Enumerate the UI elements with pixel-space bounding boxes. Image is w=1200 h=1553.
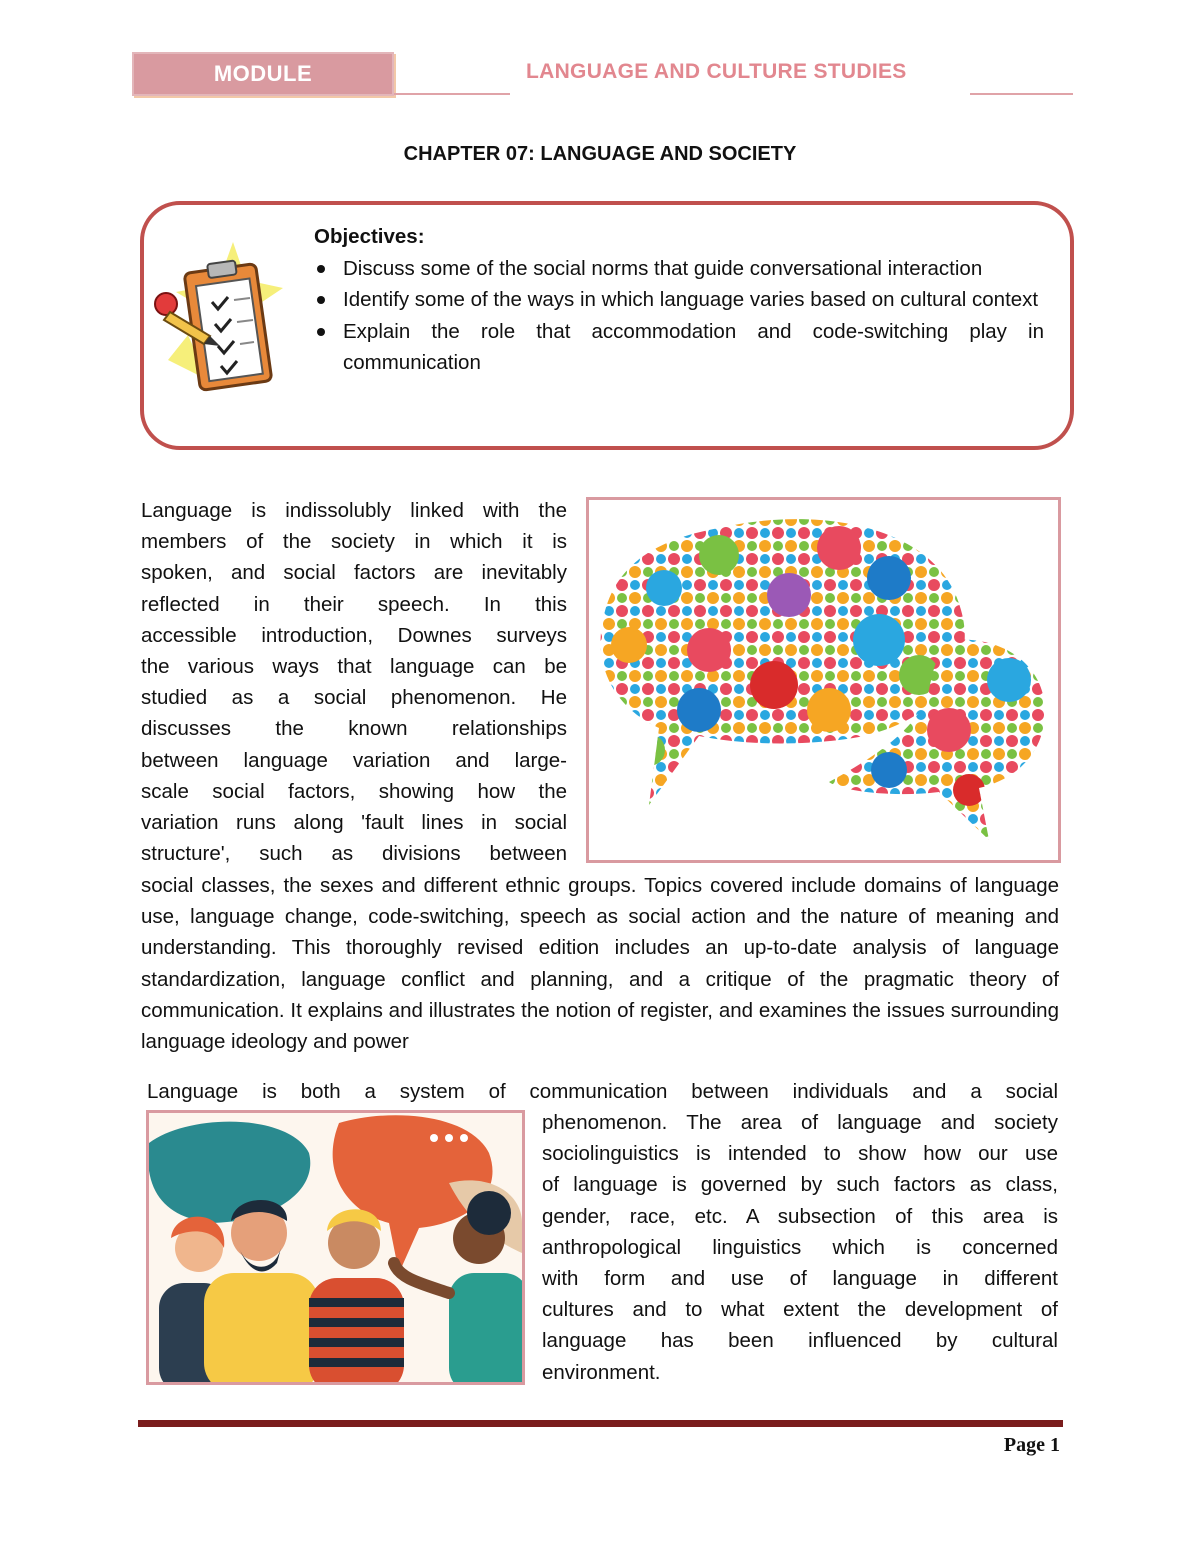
paragraph-1-line: reflected in their speech. In this — [141, 592, 567, 616]
paragraph-1-line: between language variation and large- — [141, 748, 567, 772]
paragraph-1-line: variation runs along 'fault lines in social — [141, 811, 567, 835]
objectives-title: Objectives: — [314, 225, 425, 248]
paragraph-1-line: accessible introduction, Downes surveys — [141, 623, 567, 647]
paragraph-1-line: discusses the known relationships — [141, 717, 567, 741]
paragraph-1-column — [141, 495, 567, 869]
header-divider-left — [394, 93, 510, 95]
paragraph-1-line: the various ways that language can be — [141, 655, 567, 679]
paragraph-2-line: language has been influenced by cultural — [542, 1329, 1058, 1353]
paragraph-1-line: structure', such as divisions between — [141, 842, 567, 866]
paragraph-2-line: cultures and to what extent the development of — [542, 1298, 1058, 1322]
paragraph-1-continuation: social classes, the sexes and different ethnic groups. Topics covered include domains of language use, language change, code-switching, speech as social action and the nature of meaning and understanding. This thoroughly revised edition includes an up-to-date analysis of language standardization, language conflict and planning, and a critique of the pragmatic theory of communication. It explains and illustrates the notion of register, and examines the issues surrounding language ideology and power — [141, 874, 1059, 1054]
footer-bar — [138, 1420, 1063, 1427]
paragraph-2-line: with form and use of language in different — [542, 1267, 1058, 1291]
paragraph-1-line: Language is indissolubly linked with the — [141, 499, 567, 522]
clipboard-checklist-icon — [148, 240, 288, 395]
paragraph-2-line: phenomenon. The area of language and society — [542, 1111, 1058, 1134]
module-label-box — [132, 52, 394, 96]
page-number: Page 1 — [1003, 1434, 1060, 1456]
module-label: MODULE — [213, 61, 313, 86]
paragraph-1-line: spoken, and social factors are inevitably — [141, 561, 567, 585]
objectives-list — [314, 253, 1044, 379]
objectives-content — [314, 221, 1044, 379]
paragraph-1-line: members of the society in which it is — [141, 530, 567, 554]
chapter-title: CHAPTER 07: LANGUAGE AND SOCIETY — [403, 143, 797, 165]
objective-item: Discuss some of the social norms that guide conversational interaction — [314, 253, 1044, 285]
paragraph-2-first-line: Language is both a system of communication between individuals and a social — [147, 1080, 1058, 1103]
social-speech-bubbles-image — [586, 497, 1061, 863]
paragraph-2-line: gender, race, etc. A subsection of this area is — [542, 1204, 1058, 1228]
paragraph-1-line: scale social factors, showing how the — [141, 779, 567, 803]
people-conversation-image — [146, 1110, 525, 1385]
objective-item: Explain the role that accommodation and code-switching play in communication — [314, 316, 1044, 379]
course-title: LANGUAGE AND CULTURE STUDIES — [526, 60, 907, 83]
paragraph-2-line: environment. — [542, 1360, 661, 1384]
paragraph-2-line: anthropological linguistics which is concerned — [542, 1235, 1058, 1259]
paragraph-2-column — [542, 1107, 1058, 1388]
paragraph-2-line: sociolinguistics is intended to show how our use — [542, 1142, 1058, 1166]
objective-item: Identify some of the ways in which language varies based on cultural context — [314, 284, 1044, 316]
header-divider-right — [970, 93, 1073, 95]
paragraph-2-line: of language is governed by such factors as class, — [542, 1173, 1058, 1197]
paragraph-1-line: studied as a social phenomenon. He — [141, 686, 567, 710]
